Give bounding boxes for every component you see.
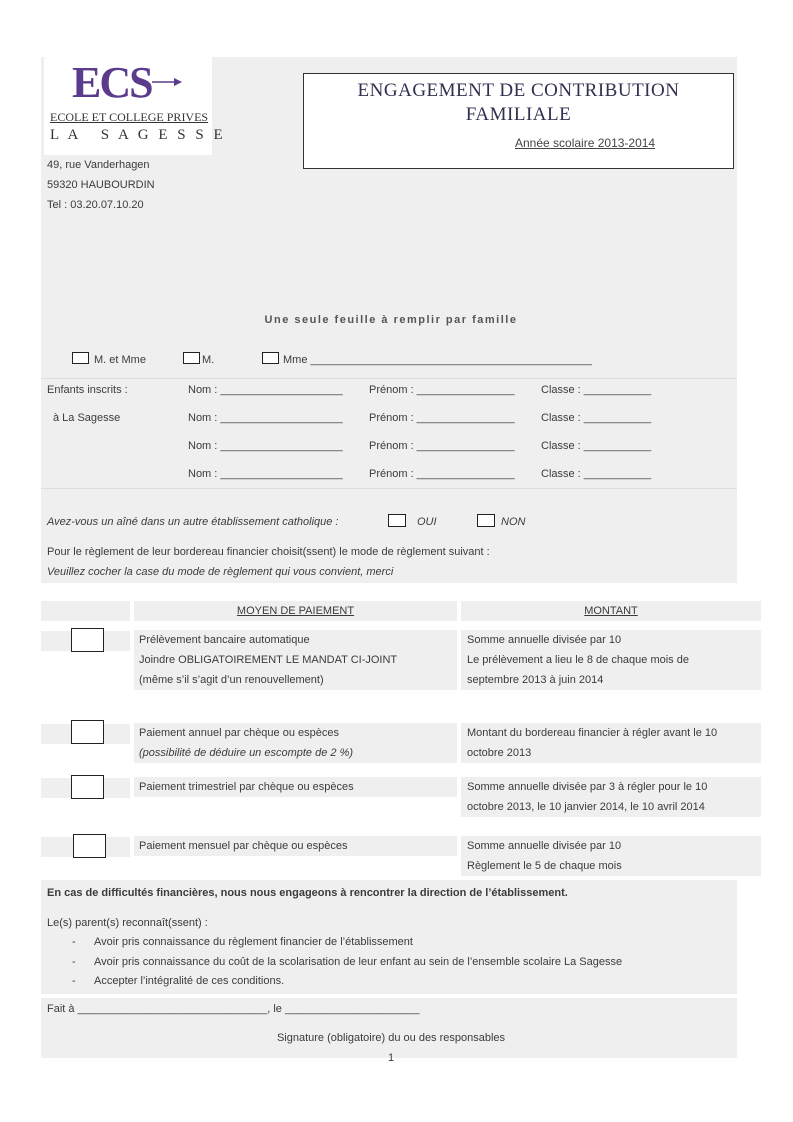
checkbox-mensuel[interactable] — [73, 834, 106, 858]
row-method-cell — [134, 630, 457, 690]
children-divider — [41, 378, 737, 379]
table-header-checkbox-cell — [41, 601, 130, 621]
amount-line: Règlement le 5 de chaque mois — [467, 860, 622, 872]
acknowledge-item: Avoir pris connaissance du règlement financier de l’établissement — [94, 936, 413, 948]
child-classe-field[interactable]: Classe : ___________ — [541, 412, 652, 424]
row-method-cell — [134, 836, 457, 856]
fait-a-field[interactable]: Fait à _______________________________, le ______________________ — [47, 1003, 420, 1015]
logo-line1: ECOLE ET COLLEGE PRIVES — [50, 110, 209, 124]
amount-line: Somme annuelle divisée par 10 — [467, 634, 622, 646]
method-line: Paiement mensuel par chèque ou espèces — [139, 840, 348, 852]
payment-hint: Veuillez cocher la case du mode de règlement qui vous convient, merci — [47, 566, 394, 578]
one-sheet-note: Une seule feuille à remplir par famille — [264, 314, 518, 326]
label-m-et-mme: M. et Mme — [94, 354, 146, 366]
child-nom-field[interactable]: Nom : ____________________ — [188, 384, 343, 396]
checkbox-non[interactable] — [477, 514, 495, 527]
label-mme: Mme ______________________________________________ — [283, 354, 592, 366]
school-year: Année scolaire 2013-2014 — [515, 136, 656, 150]
acknowledge-item: Accepter l’intégralité de ces conditions. — [94, 975, 285, 987]
payment-intro: Pour le règlement de leur bordereau financier choisit(ssent) le mode de règlement suivant : — [47, 546, 490, 558]
checkbox-trimestriel[interactable] — [71, 775, 104, 799]
label-oui: OUI — [417, 516, 437, 528]
label-m: M. — [202, 354, 215, 366]
page-number: 1 — [387, 1052, 395, 1064]
header-amount-label: MONTANT — [584, 605, 638, 617]
child-nom-field[interactable]: Nom : ____________________ — [188, 440, 343, 452]
logo — [44, 57, 226, 155]
amount-line: Le prélèvement a lieu le 8 de chaque mois de — [467, 654, 689, 666]
address-phone: Tel : 03.20.07.10.20 — [47, 199, 144, 211]
method-line: (même s’il s’agit d’un renouvellement) — [139, 674, 324, 686]
amount-line: Somme annuelle divisée par 10 — [467, 840, 622, 852]
method-line: Paiement trimestriel par chèque ou espèces — [139, 781, 354, 793]
logo-line2: L A S A G E S S E — [50, 127, 226, 143]
amount-line: octobre 2013 — [467, 747, 532, 759]
logo-arrow-icon — [152, 77, 182, 90]
amount-line: Somme annuelle divisée par 3 à régler pour le 10 — [467, 781, 708, 793]
address-city: 59320 HAUBOURDIN — [47, 179, 155, 191]
amount-line: septembre 2013 à juin 2014 — [467, 674, 604, 686]
address-street: 49, rue Vanderhagen — [47, 159, 150, 171]
child-prenom-field[interactable]: Prénom : ________________ — [369, 412, 515, 424]
row-amount-cell — [461, 836, 761, 876]
row-method-cell — [134, 777, 457, 797]
child-prenom-field[interactable]: Prénom : ________________ — [369, 440, 515, 452]
acknowledge-intro: Le(s) parent(s) reconnaît(ssent) : — [47, 917, 208, 929]
method-line: Paiement annuel par chèque ou espèces — [139, 727, 339, 739]
children-label: Enfants inscrits : — [47, 384, 128, 396]
amount-line: octobre 2013, le 10 janvier 2014, le 10 avril 2014 — [467, 801, 705, 813]
checkbox-m[interactable] — [183, 352, 200, 364]
children-label-school: à La Sagesse — [53, 412, 121, 424]
label-non: NON — [501, 516, 526, 528]
child-prenom-field[interactable]: Prénom : ________________ — [369, 468, 515, 480]
child-classe-field[interactable]: Classe : ___________ — [541, 440, 652, 452]
title-box — [303, 73, 734, 169]
header-method-label: MOYEN DE PAIEMENT — [236, 605, 355, 617]
table-header-amount — [461, 601, 761, 621]
title-line1: ENGAGEMENT DE CONTRIBUTION — [357, 80, 680, 101]
row-amount-cell — [461, 777, 761, 817]
checkbox-m-et-mme[interactable] — [72, 352, 89, 364]
bullet-dash: - — [72, 936, 76, 948]
bullet-dash: - — [72, 956, 76, 968]
commitment-text: En cas de difficultés financières, nous nous engageons à rencontrer la direction de l’établissement. — [47, 887, 568, 899]
checkbox-oui[interactable] — [388, 514, 406, 527]
child-nom-field[interactable]: Nom : ____________________ — [188, 412, 343, 424]
logo-brand: ECS — [72, 58, 152, 107]
checkbox-annuel[interactable] — [71, 720, 104, 744]
child-classe-field[interactable]: Classe : ___________ — [541, 384, 652, 396]
child-prenom-field[interactable]: Prénom : ________________ — [369, 384, 515, 396]
row-amount-cell — [461, 630, 761, 690]
signature-label: Signature (obligatoire) du ou des responsables — [276, 1032, 506, 1044]
acknowledge-item: Avoir pris connaissance du coût de la scolarisation de leur enfant au sein de l’ensemble scolaire La Sagesse — [94, 956, 623, 968]
child-classe-field[interactable]: Classe : ___________ — [541, 468, 652, 480]
amount-line: Montant du bordereau financier à régler avant le 10 — [467, 727, 718, 739]
bullet-dash: - — [72, 975, 76, 987]
row-method-cell — [134, 723, 457, 763]
child-nom-field[interactable]: Nom : ____________________ — [188, 468, 343, 480]
checkbox-prelevement[interactable] — [71, 628, 104, 652]
method-line: (possibilité de déduire un escompte de 2 %) — [139, 747, 354, 759]
title-line2: FAMILIALE — [465, 104, 572, 125]
method-line: Prélèvement bancaire automatique — [139, 634, 310, 646]
children-divider-bottom — [41, 488, 737, 489]
method-line: Joindre OBLIGATOIREMENT LE MANDAT CI-JOINT — [139, 654, 398, 666]
table-header-method — [134, 601, 457, 621]
checkbox-mme[interactable] — [262, 352, 279, 364]
sibling-question: Avez-vous un aîné dans un autre établissement catholique : — [47, 516, 339, 528]
row-amount-cell — [461, 723, 761, 763]
